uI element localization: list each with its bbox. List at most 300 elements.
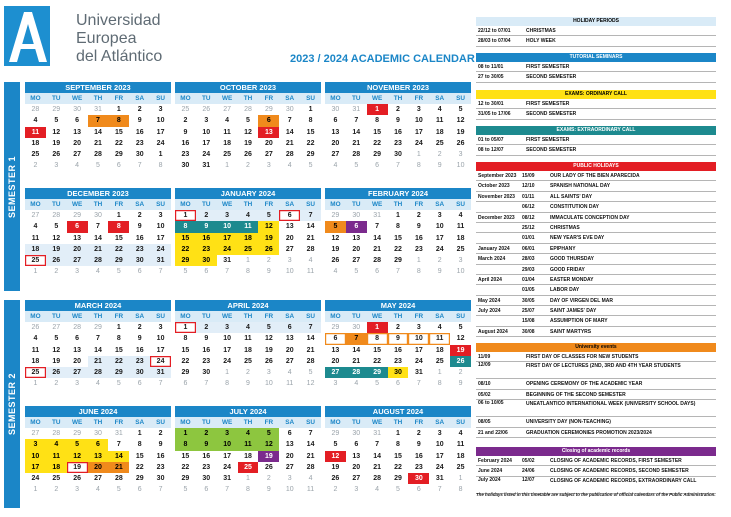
legend-text: SECOND SEMESTER bbox=[526, 147, 577, 154]
day-cell: 6 bbox=[375, 268, 380, 276]
day-cell: 10 bbox=[264, 380, 273, 388]
legend-date: 12/07 bbox=[522, 476, 535, 483]
day-cell: 31 bbox=[373, 212, 382, 219]
day-cell: 1 bbox=[416, 151, 421, 159]
day-cell: 29 bbox=[181, 475, 190, 483]
day-cell: 15 bbox=[394, 452, 402, 460]
legend-date: 22/12 to 07/01 bbox=[478, 28, 511, 34]
day-cell: 2 bbox=[137, 212, 142, 219]
weekday-header bbox=[175, 93, 321, 104]
day-cell: 29 bbox=[175, 255, 196, 266]
legend-text: UNIVERSITY DAY (NON-TEACHING) bbox=[526, 419, 611, 426]
day-cell: 6 bbox=[279, 210, 300, 221]
month-calendar bbox=[325, 406, 471, 496]
legend-date: 08/10 bbox=[478, 381, 491, 388]
day-cell: 22 bbox=[108, 356, 129, 367]
day-cell: 1 bbox=[33, 380, 38, 388]
day-cell: 14 bbox=[94, 128, 102, 136]
day-cell: 10 bbox=[25, 451, 46, 462]
day-cell: 23 bbox=[394, 139, 402, 147]
month-title: DECEMBER 2023 bbox=[25, 188, 171, 199]
legend-date: 08/12 bbox=[522, 214, 535, 221]
legend-row bbox=[476, 362, 716, 379]
day-cell: 22 bbox=[175, 244, 196, 255]
legend-text: ALL SAINTS' DAY bbox=[550, 193, 593, 200]
day-cell: 28 bbox=[88, 255, 109, 266]
weekday-label: FR bbox=[114, 419, 124, 426]
day-cell: 25 bbox=[52, 475, 61, 483]
weekday-label: WE bbox=[71, 419, 83, 426]
legend-exams-ordinary bbox=[476, 90, 716, 120]
legend-text: GOOD FRIDAY bbox=[550, 266, 585, 273]
weekday-label: TU bbox=[202, 95, 211, 102]
day-cell: 6 bbox=[137, 268, 142, 276]
day-cell: 13 bbox=[285, 441, 294, 449]
day-cell: 25 bbox=[31, 151, 40, 159]
day-cell: 21 bbox=[373, 245, 382, 253]
day-cell: 25 bbox=[244, 357, 252, 365]
day-cell: 3 bbox=[354, 486, 359, 494]
day-cell: 29 bbox=[108, 367, 129, 378]
day-cell: 14 bbox=[285, 128, 294, 136]
weekday-header bbox=[175, 417, 321, 428]
day-cell: 16 bbox=[414, 452, 423, 460]
weekday-label: SU bbox=[456, 419, 466, 426]
day-cell: 29 bbox=[135, 475, 144, 483]
day-cell: 30 bbox=[408, 473, 429, 484]
day-cell: 19 bbox=[456, 128, 465, 136]
day-cell: 8 bbox=[116, 335, 121, 343]
legend-title: Closing of academic records bbox=[476, 447, 716, 456]
day-cell: 30 bbox=[394, 151, 402, 159]
day-cell: 3 bbox=[458, 257, 463, 265]
day-cell: 22 bbox=[306, 139, 315, 147]
day-cell: 28 bbox=[373, 257, 382, 265]
day-cell: 3 bbox=[75, 268, 80, 276]
legend-text: FIRST DAY OF LECTURES (2ND, 3RD AND 4TH YEAR STUDENTS bbox=[526, 363, 681, 370]
day-cell: 24 bbox=[217, 244, 238, 255]
weekday-label: MO bbox=[30, 201, 41, 208]
legend-month bbox=[476, 265, 522, 274]
day-cell: 22 bbox=[135, 463, 144, 471]
legend-text: GOOD THURSDAY bbox=[550, 256, 594, 263]
day-cell: 16 bbox=[394, 128, 402, 136]
day-cell: 17 bbox=[156, 346, 165, 354]
legend-title: HOLIDAY PERIODS bbox=[476, 17, 716, 26]
day-cell: 29 bbox=[94, 324, 102, 331]
day-cell: 12 bbox=[67, 451, 88, 462]
day-cell: 20 bbox=[331, 357, 340, 365]
legend-row bbox=[476, 72, 716, 82]
day-cell: 25 bbox=[238, 244, 259, 255]
weekday-label: TU bbox=[52, 95, 61, 102]
day-cell: 7 bbox=[396, 268, 400, 276]
weekday-label: TH bbox=[393, 419, 403, 426]
legend-date: 12 to 30/01 bbox=[478, 101, 504, 107]
day-cell: 30 bbox=[202, 475, 211, 483]
day-cell: 17 bbox=[223, 346, 232, 354]
month-calendar bbox=[25, 82, 171, 172]
day-cell: 7 bbox=[116, 441, 121, 449]
weekday-label: TH bbox=[243, 201, 253, 208]
day-cell: 12 bbox=[52, 234, 61, 242]
day-cell: 8 bbox=[225, 380, 230, 388]
day-cell: 2 bbox=[416, 430, 421, 437]
day-cell: 17 bbox=[435, 234, 444, 242]
weekday-label: SA bbox=[135, 201, 145, 208]
day-cell: 9 bbox=[137, 223, 142, 231]
weekday-label: SA bbox=[285, 201, 295, 208]
day-cell: 11 bbox=[286, 380, 294, 388]
day-cell: 3 bbox=[204, 117, 209, 125]
day-cell: 8 bbox=[158, 162, 163, 170]
day-cell: 6 bbox=[258, 115, 279, 126]
legend-closing bbox=[476, 447, 716, 494]
day-cell: 5 bbox=[246, 117, 250, 125]
day-cell: 30 bbox=[352, 212, 361, 219]
day-cell: 30 bbox=[129, 255, 150, 266]
day-cell: 1 bbox=[175, 428, 196, 439]
day-cell: 12 bbox=[264, 335, 273, 343]
day-cell: 5 bbox=[258, 322, 279, 333]
day-cell: 9 bbox=[137, 117, 142, 125]
day-cell: 4 bbox=[375, 486, 380, 494]
day-cell: 10 bbox=[408, 333, 429, 344]
weekday-label: MO bbox=[330, 95, 341, 102]
day-cell: 2 bbox=[396, 324, 400, 331]
legend-text: UNEATLANTICO INTERNATIONAL WEEK (UNIVERSITY SCHOOL DAYS) bbox=[526, 401, 696, 408]
day-cell: 24 bbox=[31, 475, 40, 483]
day-cell: 28 bbox=[306, 357, 315, 365]
legend-exams-extra bbox=[476, 126, 716, 156]
day-cell: 8 bbox=[175, 221, 196, 232]
day-cell: 11 bbox=[456, 223, 465, 231]
day-cell: 22 bbox=[114, 139, 123, 147]
day-cell: 4 bbox=[333, 268, 338, 276]
legend-title: University events bbox=[476, 343, 716, 352]
legend-text: SAINT JAMES' DAY bbox=[550, 308, 597, 315]
legend-date: 01/01 bbox=[522, 235, 535, 242]
day-cell: 26 bbox=[31, 324, 40, 331]
month-calendar bbox=[25, 406, 171, 496]
weekday-label: FR bbox=[264, 313, 274, 320]
day-cell: 3 bbox=[266, 162, 271, 170]
weekday-label: WE bbox=[371, 313, 383, 320]
day-cell: 14 bbox=[306, 441, 315, 449]
day-cell: 4 bbox=[46, 439, 67, 450]
day-cell: 5 bbox=[67, 439, 88, 450]
day-cell: 10 bbox=[435, 441, 444, 449]
day-cell: 6 bbox=[88, 439, 109, 450]
weekday-label: WE bbox=[371, 95, 383, 102]
day-cell: 16 bbox=[135, 128, 144, 136]
legend-date: 08/05 bbox=[478, 419, 491, 426]
day-cell: 4 bbox=[458, 430, 463, 437]
legend-text: FIRST DAY OF CLASSES FOR NEW STUDENTS bbox=[526, 354, 639, 360]
day-cell: 9 bbox=[396, 117, 400, 125]
legend-row bbox=[476, 135, 716, 145]
day-cell: 18 bbox=[456, 452, 465, 460]
legend-month: February 2024 bbox=[478, 458, 512, 464]
day-cell: 8 bbox=[175, 439, 196, 450]
day-cell: 29 bbox=[181, 369, 190, 377]
weekday-label: MO bbox=[330, 313, 341, 320]
legend-date: 31/05 to 17/06 bbox=[478, 111, 511, 118]
legend-text: CHRISTMAS bbox=[526, 28, 556, 34]
legend-text: EPIPHANY bbox=[550, 245, 576, 252]
legend-date: 30/08 bbox=[522, 328, 535, 335]
day-cell: 19 bbox=[67, 462, 88, 473]
day-cell: 19 bbox=[450, 345, 471, 356]
day-cell: 15 bbox=[306, 128, 315, 136]
day-cell: 16 bbox=[156, 452, 165, 460]
day-cell: 8 bbox=[308, 117, 313, 125]
day-cell: 3 bbox=[437, 430, 442, 437]
legend-date: 05/02 bbox=[522, 458, 535, 464]
day-cell: 2 bbox=[333, 486, 338, 494]
day-cell: 9 bbox=[183, 128, 188, 136]
day-cell: 31 bbox=[150, 255, 171, 266]
day-cell: 31 bbox=[223, 257, 232, 265]
day-cell: 7 bbox=[158, 268, 163, 276]
weekday-label: WE bbox=[221, 201, 233, 208]
day-cell: 18 bbox=[46, 462, 67, 473]
legend-month: October 2023 bbox=[478, 183, 510, 190]
day-cell: 25 bbox=[435, 357, 444, 365]
day-cell: 12 bbox=[244, 128, 252, 136]
day-cell: 3 bbox=[416, 106, 421, 113]
legend-date: 28/03 to 07/04 bbox=[478, 38, 511, 45]
day-cell: 13 bbox=[73, 128, 82, 136]
day-cell: 5 bbox=[308, 369, 313, 377]
day-cell: 1 bbox=[175, 322, 196, 333]
weekday-label: TH bbox=[93, 95, 103, 102]
day-cell: 7 bbox=[96, 335, 100, 343]
legend-text: CONSTITUTION DAY bbox=[550, 204, 599, 211]
legend-month: March 2024 bbox=[478, 256, 506, 263]
day-cell: 4 bbox=[238, 210, 259, 221]
day-cell: 6 bbox=[375, 162, 380, 170]
day-cell: 7 bbox=[225, 486, 230, 494]
day-cell: 21 bbox=[108, 462, 129, 473]
legend-text: LABOR DAY bbox=[550, 287, 580, 294]
legend-row bbox=[476, 456, 716, 466]
day-cell: 15 bbox=[394, 234, 402, 242]
day-cell: 12 bbox=[306, 380, 315, 388]
day-cell: 2 bbox=[458, 369, 463, 377]
logo-line-1: Universidad bbox=[76, 12, 161, 29]
day-cell: 2 bbox=[54, 268, 59, 276]
weekday-header bbox=[175, 311, 321, 322]
day-cell: 7 bbox=[396, 162, 400, 170]
day-cell: 21 bbox=[88, 356, 109, 367]
day-cell: 31 bbox=[435, 475, 444, 483]
day-cell: 5 bbox=[258, 428, 279, 439]
day-cell: 8 bbox=[183, 335, 188, 343]
weekday-label: SU bbox=[306, 201, 316, 208]
day-cell: 11 bbox=[306, 268, 315, 276]
weekday-label: SU bbox=[456, 313, 466, 320]
month-title: JANUARY 2024 bbox=[175, 188, 321, 199]
day-cell: 5 bbox=[116, 268, 121, 276]
month-calendar bbox=[175, 406, 321, 496]
day-cell: 4 bbox=[225, 117, 230, 125]
day-cell: 31 bbox=[414, 369, 423, 377]
weekday-label: SU bbox=[306, 313, 316, 320]
legend-text: FIRST SEMESTER bbox=[526, 64, 570, 70]
weekday-label: TH bbox=[243, 313, 253, 320]
day-cell: 23 bbox=[202, 357, 211, 365]
legend-month: May 2024 bbox=[478, 297, 501, 304]
day-cell: 7 bbox=[225, 268, 230, 276]
day-cell: 4 bbox=[437, 324, 442, 331]
weekday-label: SA bbox=[435, 419, 445, 426]
day-cell: 20 bbox=[73, 357, 82, 365]
day-cell: 22 bbox=[373, 357, 382, 365]
day-cell: 29 bbox=[306, 151, 315, 159]
legend-text: SAINT MARTYRS bbox=[550, 328, 592, 335]
day-cell: 29 bbox=[394, 475, 402, 483]
day-cell: 11 bbox=[244, 335, 252, 343]
day-cell: 3 bbox=[266, 369, 271, 377]
weekday-header bbox=[25, 199, 171, 210]
day-cell: 8 bbox=[396, 223, 400, 231]
day-cell: 24 bbox=[414, 139, 423, 147]
day-cell: 18 bbox=[244, 452, 252, 460]
day-cell: 12 bbox=[456, 117, 465, 125]
day-cell: 22 bbox=[108, 244, 129, 255]
day-cell: 16 bbox=[394, 346, 402, 354]
day-cell: 4 bbox=[33, 335, 38, 343]
logo-line-2: Europea bbox=[76, 30, 137, 47]
day-cell: 3 bbox=[287, 475, 292, 483]
day-cell: 17 bbox=[414, 346, 423, 354]
month-calendar bbox=[175, 82, 321, 172]
day-cell: 6 bbox=[354, 441, 359, 449]
day-cell: 28 bbox=[31, 106, 40, 113]
day-cell: 15 bbox=[114, 346, 123, 354]
day-cell: 18 bbox=[223, 139, 232, 147]
day-cell: 17 bbox=[156, 128, 165, 136]
day-cell: 17 bbox=[202, 139, 211, 147]
day-cell: 6 bbox=[116, 162, 121, 170]
day-cell: 30 bbox=[196, 255, 217, 266]
day-cell: 15 bbox=[175, 233, 196, 244]
day-cell: 22 bbox=[181, 463, 190, 471]
legend-month: November 2023 bbox=[478, 193, 515, 200]
day-cell: 7 bbox=[375, 441, 380, 449]
day-cell: 5 bbox=[354, 162, 359, 170]
day-cell: 9 bbox=[437, 162, 442, 170]
weekday-label: SA bbox=[285, 419, 295, 426]
day-cell: 20 bbox=[73, 139, 82, 147]
day-cell: 28 bbox=[52, 212, 61, 219]
legend-row bbox=[476, 171, 716, 181]
day-cell: 6 bbox=[333, 117, 338, 125]
day-cell: 6 bbox=[325, 333, 346, 344]
day-cell: 1 bbox=[116, 212, 121, 219]
day-cell: 4 bbox=[287, 369, 292, 377]
day-cell: 17 bbox=[435, 452, 444, 460]
day-cell: 4 bbox=[437, 106, 442, 113]
day-cell: 4 bbox=[238, 428, 259, 439]
day-cell: 10 bbox=[156, 335, 165, 343]
weekday-label: MO bbox=[330, 419, 341, 426]
day-cell: 1 bbox=[437, 369, 442, 377]
day-cell: 6 bbox=[75, 117, 80, 125]
day-cell: 7 bbox=[375, 223, 380, 231]
day-cell: 9 bbox=[266, 486, 271, 494]
day-cell: 6 bbox=[396, 380, 400, 388]
day-cell: 25 bbox=[435, 139, 444, 147]
weekday-header bbox=[325, 417, 471, 428]
day-cell: 3 bbox=[25, 439, 46, 450]
day-cell: 12 bbox=[52, 128, 61, 136]
day-cell: 15 bbox=[114, 128, 123, 136]
day-cell: 30 bbox=[352, 324, 361, 331]
day-cell: 1 bbox=[175, 210, 196, 221]
day-cell: 20 bbox=[331, 139, 340, 147]
day-cell: 3 bbox=[217, 210, 238, 221]
day-cell: 17 bbox=[156, 234, 165, 242]
day-cell: 28 bbox=[306, 463, 315, 471]
legend-text: GRADUATION CEREMONIES PROMOTION 2023/2024 bbox=[526, 429, 652, 436]
day-cell: 1 bbox=[33, 486, 38, 494]
day-cell: 21 bbox=[306, 234, 315, 242]
day-cell: 8 bbox=[416, 268, 421, 276]
weekday-label: SA bbox=[285, 313, 295, 320]
day-cell: 29 bbox=[114, 151, 123, 159]
day-cell: 23 bbox=[129, 356, 150, 367]
month-title: APRIL 2024 bbox=[175, 300, 321, 311]
weekday-label: TU bbox=[202, 313, 211, 320]
legend-title: TUTORIAL SEMINARS bbox=[476, 53, 716, 62]
day-cell: 16 bbox=[414, 234, 423, 242]
legend-row bbox=[476, 379, 716, 389]
day-cell: 29 bbox=[73, 430, 82, 437]
day-cell: 28 bbox=[52, 430, 61, 437]
day-cell: 5 bbox=[458, 106, 463, 113]
day-cell: 6 bbox=[75, 335, 80, 343]
weekday-label: WE bbox=[71, 95, 83, 102]
day-cell: 7 bbox=[137, 162, 142, 170]
day-cell: 27 bbox=[31, 212, 40, 219]
day-cell: 25 bbox=[456, 245, 465, 253]
day-cell: 22 bbox=[394, 463, 402, 471]
day-cell: 13 bbox=[285, 335, 294, 343]
day-cell: 27 bbox=[264, 151, 273, 159]
day-cell: 2 bbox=[196, 428, 217, 439]
legend-row bbox=[476, 192, 716, 202]
day-cell: 9 bbox=[196, 221, 217, 232]
legend-row bbox=[476, 202, 716, 212]
day-cell: 19 bbox=[331, 463, 340, 471]
day-cell: 18 bbox=[244, 346, 252, 354]
day-cell: 10 bbox=[156, 117, 165, 125]
day-cell: 1 bbox=[416, 257, 421, 265]
day-cell: 11 bbox=[238, 439, 259, 450]
legend-title: EXAMS: ORDINARY CALL bbox=[476, 90, 716, 99]
legend-row bbox=[476, 244, 716, 254]
day-cell: 6 bbox=[137, 380, 142, 388]
weekday-label: WE bbox=[221, 313, 233, 320]
legend-text: BEGINNING OF THE SECOND SEMESTER bbox=[526, 391, 626, 398]
legend-holiday-periods bbox=[476, 17, 716, 47]
legend-text: CLOSING OF ACADEMIC RECORDS, EXTRAORDINARY CALL bbox=[550, 477, 697, 484]
weekday-label: FR bbox=[114, 313, 124, 320]
day-cell: 16 bbox=[135, 234, 144, 242]
day-cell: 16 bbox=[181, 139, 190, 147]
